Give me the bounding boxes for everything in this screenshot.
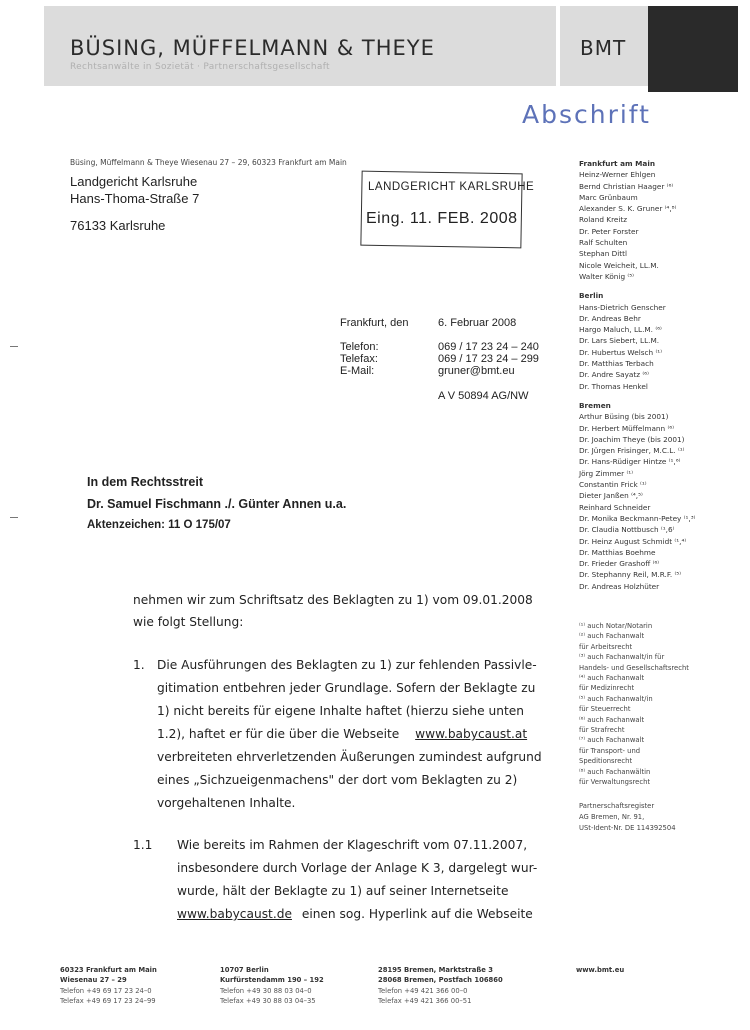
partner-name: Nicole Weicheit, LL.M. bbox=[579, 260, 659, 270]
partner-list bbox=[579, 158, 739, 592]
partner-name: Dr. Lars Siebert, LL.M. bbox=[579, 336, 660, 346]
partner-name: Dr. Andreas Holzhüter bbox=[579, 581, 660, 591]
partner-name: Marc Grünbaum bbox=[579, 192, 638, 202]
partner-name: Dr. Stephanny Reil, M.R.F. ⁽⁵⁾ bbox=[579, 570, 682, 580]
footnote-line: ⁽⁶⁾ auch Fachanwalt bbox=[579, 715, 645, 724]
footnote-line: ⁽³⁾ auch Fachanwalt/in für bbox=[579, 653, 665, 662]
footer-line: Telefon +49 69 17 23 24–0 bbox=[60, 986, 152, 995]
recipient-line-3: 76133 Karlsruhe bbox=[70, 218, 166, 233]
item-1-1-line: Wie bereits im Rahmen der Klageschrift vom 07.11.2007, bbox=[177, 838, 528, 852]
punch-mark bbox=[10, 517, 18, 518]
footnote-line: für Verwaltungsrecht bbox=[579, 778, 651, 787]
item-1-number: 1. bbox=[133, 658, 145, 672]
partner-name: Dieter Janßen ⁽⁴,⁵⁾ bbox=[579, 491, 643, 501]
fax-value: 069 / 17 23 24 – 299 bbox=[438, 353, 539, 365]
partner-name: Dr. Joachim Theye (bis 2001) bbox=[579, 434, 685, 444]
partner-name: Dr. Hans-Rüdiger Hintze ⁽¹,⁶⁾ bbox=[579, 457, 681, 467]
letter-date: 6. Februar 2008 bbox=[438, 317, 517, 329]
partner-name: Dr. Frieder Grashoff ⁽⁶⁾ bbox=[579, 559, 660, 569]
stamp-received-date: Eing. 11. FEB. 2008 bbox=[366, 210, 518, 227]
item-1-line bbox=[157, 723, 527, 746]
partner-names-frankfurt bbox=[579, 169, 739, 282]
footer-line: Telefon +49 421 366 00–0 bbox=[378, 986, 468, 995]
phone-label: Telefon: bbox=[340, 341, 379, 353]
case-file-number: Aktenzeichen: 11 O 175/07 bbox=[87, 519, 231, 531]
item-1-1-text: einen sog. Hyperlink auf die Webseite bbox=[301, 907, 533, 921]
partner-name: Dr. Monika Beckmann-Petey ⁽¹,³⁾ bbox=[579, 513, 696, 523]
partner-name: Hargo Maluch, LL.M. ⁽⁶⁾ bbox=[579, 325, 662, 335]
partner-name: Dr. Matthias Boehme bbox=[579, 547, 656, 557]
footnotes bbox=[579, 621, 739, 788]
office-city: Bremen bbox=[579, 400, 611, 410]
footer-line: 28068 Bremen, Postfach 106860 bbox=[378, 976, 503, 985]
firm-tagline: Rechtsanwälte in Sozietät · Partnerschaftsgesellschaft bbox=[70, 62, 330, 72]
footnote-line: Handels- und Gesellschaftsrecht bbox=[579, 663, 689, 672]
email-value: gruner@bmt.eu bbox=[438, 365, 515, 377]
item-1-1-number: 1.1 bbox=[133, 838, 153, 852]
partner-name: Dr. Andreas Behr bbox=[579, 313, 641, 323]
babycaust-at-link[interactable]: www.babycaust.at bbox=[415, 727, 528, 741]
partner-name: Alexander S. K. Gruner ⁽⁴,⁸⁾ bbox=[579, 204, 677, 214]
footnote-line: ⁽¹⁾ auch Notar/Notarin bbox=[579, 622, 653, 630]
partner-names-bremen bbox=[579, 411, 739, 592]
footer-line: Telefax +49 69 17 23 24–99 bbox=[60, 996, 156, 1005]
footer-line: 10707 Berlin bbox=[220, 966, 269, 974]
fax-label: Telefax: bbox=[340, 353, 378, 365]
item-1-1-line: wurde, hält der Beklagte zu 1) auf seiner Internetseite bbox=[177, 884, 509, 898]
partner-name: Dr. Andre Sayatz ⁽⁶⁾ bbox=[579, 370, 649, 380]
item-1-line: eines „Sichzueigenmachens" der dort vom Beklagten zu 2) bbox=[157, 773, 518, 787]
email-label: E-Mail: bbox=[340, 365, 375, 377]
recipient-line-2: Hans-Thoma-Straße 7 bbox=[70, 191, 200, 206]
partner-name: Heinz-Werner Ehlgen bbox=[579, 170, 656, 180]
partner-name: Ralf Schulten bbox=[579, 238, 628, 248]
firm-name: BÜSING, MÜFFELMANN & THEYE bbox=[70, 36, 435, 60]
footnote-line: für Steuerrecht bbox=[579, 705, 631, 714]
case-heading: In dem Rechtsstreit bbox=[87, 475, 204, 489]
logo-dark-square bbox=[648, 6, 738, 92]
footnote-line: für Strafrecht bbox=[579, 726, 625, 735]
partner-name: Arthur Büsing (bis 2001) bbox=[579, 412, 669, 422]
partner-names-berlin bbox=[579, 302, 739, 392]
fold-mark bbox=[10, 346, 18, 347]
footnote-line: ⁽⁵⁾ auch Fachanwalt/in bbox=[579, 694, 653, 703]
recipient-line-1: Landgericht Karlsruhe bbox=[70, 174, 198, 189]
partner-name: Stephan Dittl bbox=[579, 249, 628, 259]
partner-name: Roland Kreitz bbox=[579, 215, 628, 225]
footnote-line: für Arbeitsrecht bbox=[579, 642, 633, 651]
footnote-line: ⁽⁸⁾ auch Fachanwältin bbox=[579, 767, 651, 776]
partner-name: Jörg Zimmer ⁽¹⁾ bbox=[579, 468, 633, 478]
footer-line: Telefax +49 30 88 03 04–35 bbox=[220, 996, 316, 1005]
partner-name: Dr. Claudia Nottbusch ⁽¹,6⁾ bbox=[579, 525, 675, 535]
copy-stamp: Abschrift bbox=[522, 100, 651, 129]
partner-name: Dr. Matthias Terbach bbox=[579, 359, 654, 369]
footnote-line: für Medizinrecht bbox=[579, 684, 635, 693]
item-1-line: gitimation entbehren jeder Grundlage. Sofern der Beklagte zu bbox=[157, 681, 536, 695]
item-1-line: vorgehaltenen Inhalte. bbox=[157, 796, 296, 810]
office-city: Berlin bbox=[579, 291, 604, 301]
babycaust-de-link[interactable]: www.babycaust.de bbox=[177, 907, 292, 921]
footnote-line: ⁽⁷⁾ auch Fachanwalt bbox=[579, 736, 645, 745]
footnote-line: für Transport- und bbox=[579, 746, 641, 755]
registry-info bbox=[579, 801, 739, 834]
footer-frankfurt bbox=[60, 965, 157, 1006]
partner-name: Constantin Frick ⁽¹⁾ bbox=[579, 480, 647, 490]
footer-line: Kurfürstendamm 190 – 192 bbox=[220, 976, 324, 985]
item-1-line: Die Ausführungen des Beklagten zu 1) zur fehlenden Passivle- bbox=[157, 658, 537, 672]
partner-name: Dr. Thomas Henkel bbox=[579, 381, 648, 391]
footer-line: Wiesenau 27 – 29 bbox=[60, 976, 127, 985]
intro-line-1: nehmen wir zum Schriftsatz des Beklagten zu 1) vom 09.01.2008 bbox=[133, 593, 533, 607]
stamp-court: LANDGERICHT KARLSRUHE bbox=[368, 181, 535, 193]
reference-number: A V 50894 AG/NW bbox=[438, 390, 529, 402]
footer-line: 28195 Bremen, Marktstraße 3 bbox=[378, 966, 493, 974]
partner-name: Walter König ⁽⁵⁾ bbox=[579, 271, 634, 281]
footer-line: 60323 Frankfurt am Main bbox=[60, 966, 157, 974]
footnote-line: ⁽²⁾ auch Fachanwalt bbox=[579, 632, 645, 641]
sender-line: Büsing, Müffelmann & Theye Wiesenau 27 – 29, 60323 Frankfurt am Main bbox=[70, 158, 347, 167]
partner-name: Dr. Hubertus Welsch ⁽¹⁾ bbox=[579, 347, 662, 357]
registry-line: Partnerschaftsregister bbox=[579, 802, 655, 810]
intro-line-2: wie folgt Stellung: bbox=[133, 615, 244, 629]
partner-name: Dr. Peter Forster bbox=[579, 226, 639, 236]
footer-line: Telefax +49 421 366 00–51 bbox=[378, 996, 472, 1005]
footnote-line: ⁽⁴⁾ auch Fachanwalt bbox=[579, 674, 645, 683]
partner-name: Dr. Jürgen Frisinger, M.C.L. ⁽¹⁾ bbox=[579, 446, 685, 456]
footer-line: Telefon +49 30 88 03 04–0 bbox=[220, 986, 312, 995]
place-label: Frankfurt, den bbox=[340, 317, 409, 329]
partner-name: Dr. Herbert Müffelmann ⁽⁶⁾ bbox=[579, 423, 674, 433]
case-parties: Dr. Samuel Fischmann ./. Günter Annen u.a. bbox=[87, 497, 347, 511]
partner-name: Reinhard Schneider bbox=[579, 502, 651, 512]
firm-abbr: BMT bbox=[580, 36, 627, 60]
footer-web bbox=[576, 965, 624, 975]
item-1-text: 1.2), haftet er für die über die Webseite bbox=[157, 727, 400, 741]
footnote-line: Speditionsrecht bbox=[579, 757, 633, 766]
registry-line: AG Bremen, Nr. 91, bbox=[579, 813, 645, 821]
registry-line: USt-Ident-Nr. DE 114392504 bbox=[579, 824, 676, 832]
item-1-line: verbreiteten ehrverletzenden Äußerungen zumindest aufgrund bbox=[157, 750, 542, 764]
footer-bremen bbox=[378, 965, 503, 1006]
item-1-line: 1) nicht bereits für eigene Inhalte haftet (hierzu siehe unten bbox=[157, 704, 524, 718]
phone-value: 069 / 17 23 24 – 240 bbox=[438, 341, 539, 353]
partner-name: Bernd Christian Haager ⁽⁶⁾ bbox=[579, 181, 674, 191]
office-city: Frankfurt am Main bbox=[579, 159, 656, 168]
partner-name: Hans-Dietrich Genscher bbox=[579, 302, 666, 312]
item-1-1-line: insbesondere durch Vorlage der Anlage K 3, dargelegt wur- bbox=[177, 861, 538, 875]
website-link[interactable]: www.bmt.eu bbox=[576, 966, 625, 974]
footer-berlin bbox=[220, 965, 324, 1006]
partner-name: Dr. Heinz August Schmidt ⁽¹,⁴⁾ bbox=[579, 536, 687, 546]
item-1-1-line bbox=[177, 903, 533, 926]
